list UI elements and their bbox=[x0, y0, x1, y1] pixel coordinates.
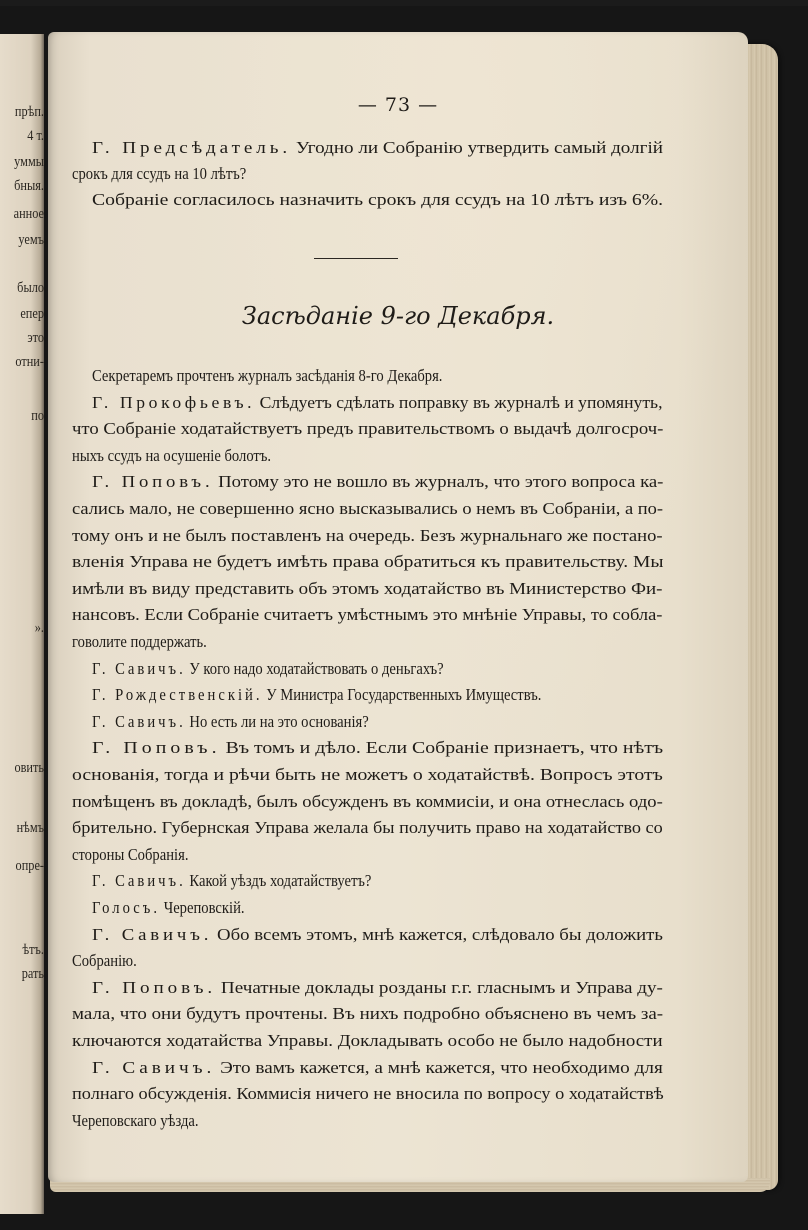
left-page-fragment: прѣп. bbox=[14, 104, 44, 120]
left-page-fragment: по bbox=[31, 408, 44, 424]
line-text: стороны Собранія. bbox=[72, 845, 189, 864]
speaker-name: Г. Поповъ. bbox=[92, 978, 217, 997]
left-page-fragment: уемъ bbox=[18, 232, 44, 248]
line-text: полнаго обсужденія. Коммисія ничего не вносила по вопросу о ходатайствѣ bbox=[72, 1084, 664, 1103]
line-text: Секретаремъ прочтенъ журналъ засѣданія 8-го Декабря. bbox=[92, 366, 443, 385]
line-text: говолите поддержать. bbox=[72, 632, 207, 651]
speaker-name: Г. Савичъ. bbox=[92, 659, 186, 678]
text-line bbox=[72, 632, 207, 652]
text-line bbox=[92, 472, 663, 492]
left-page-fragment: рать bbox=[21, 966, 44, 982]
text-line bbox=[92, 898, 245, 918]
left-page-fragment: нѣмъ bbox=[16, 820, 44, 836]
page-number: — 73 — bbox=[357, 94, 439, 116]
text-line bbox=[92, 738, 663, 758]
line-text: нансовъ. Если Собраніе считаетъ умѣстнымъ это мнѣніе Управы, то собла- bbox=[72, 605, 663, 624]
text-line bbox=[72, 792, 663, 812]
text-line bbox=[72, 164, 246, 184]
speaker-name: Г. Савичъ. bbox=[92, 1058, 216, 1077]
line-text: срокъ для ссудъ на 10 лѣтъ? bbox=[72, 164, 247, 183]
text-line bbox=[92, 366, 442, 386]
line-text: что Собраніе ходатайствуетъ предъ правительствомъ о выдачѣ долгосроч- bbox=[72, 419, 664, 438]
line-text: Череповскаго уѣзда. bbox=[72, 1111, 199, 1130]
text-line bbox=[72, 765, 663, 785]
speaker-name: Г. Рождественскій. bbox=[92, 685, 263, 704]
line-text: Потому это не вошло въ журналъ, что этого вопроса ка- bbox=[213, 472, 664, 491]
text-line bbox=[92, 871, 371, 891]
speaker-name: Г. Поповъ. bbox=[92, 472, 214, 491]
left-page-fragment: уммы bbox=[14, 154, 44, 170]
text-line bbox=[72, 446, 271, 466]
speaker-name: Г. Савичъ. bbox=[92, 925, 213, 944]
line-text: Какой уѣздъ ходатайствуетъ? bbox=[185, 871, 372, 890]
text-line bbox=[72, 605, 662, 625]
text-line bbox=[92, 712, 369, 732]
text-line bbox=[92, 659, 444, 679]
left-page-fragment: было bbox=[17, 280, 44, 296]
text-line bbox=[72, 1084, 664, 1104]
text-line bbox=[92, 138, 663, 158]
line-text: Печатные доклады розданы г.г. гласнымъ и Управа ду- bbox=[216, 978, 663, 997]
left-page-fragment: ѣтъ. bbox=[22, 942, 44, 958]
line-text: Это вамъ кажется, а мнѣ кажется, что необходимо для bbox=[215, 1058, 663, 1077]
text-line bbox=[72, 845, 188, 865]
session-heading: Засѣданіе 9-го Декабря. bbox=[241, 302, 555, 330]
line-text: Въ томъ и дѣло. Если Собраніе признаетъ, что нѣтъ bbox=[220, 738, 664, 757]
text-line bbox=[72, 419, 663, 439]
line-text: имѣли въ виду представить объ этомъ ходатайство въ Министерство Фи- bbox=[72, 579, 663, 598]
line-text: ныхъ ссудъ на осушеніе болотъ. bbox=[72, 446, 272, 465]
line-text: Угодно ли Собранію утвердить самый долгій bbox=[291, 138, 664, 157]
line-text: Собраніе согласилось назначить срокъ для ссудъ на 10 лѣтъ изъ 6%. bbox=[92, 190, 664, 209]
text-line bbox=[92, 190, 663, 210]
line-text: Обо всемъ этомъ, мнѣ кажется, слѣдовало бы доложить bbox=[212, 925, 663, 944]
text-line bbox=[72, 579, 662, 599]
left-page-fragment: овить bbox=[14, 760, 44, 776]
line-text: помѣщенъ въ докладѣ, былъ обсужденъ въ коммисіи, и она отнеслась одо- bbox=[72, 792, 663, 811]
text-line bbox=[92, 1058, 663, 1078]
speaker-name: Г. Предсѣдатель. bbox=[92, 138, 292, 157]
left-page-fragment: анное bbox=[13, 206, 44, 222]
left-page-fragment: епер bbox=[20, 306, 44, 322]
left-page-fragment: ». bbox=[34, 620, 44, 636]
line-text: Собранію. bbox=[72, 951, 137, 970]
left-page-fragment: отни- bbox=[15, 354, 44, 370]
section-divider bbox=[314, 258, 398, 259]
text-line bbox=[72, 818, 663, 838]
line-text: У Министра Государственныхъ Имуществъ. bbox=[262, 685, 542, 704]
line-text: Но есть ли на это основанія? bbox=[185, 712, 369, 731]
text-line bbox=[92, 925, 663, 945]
text-line bbox=[72, 499, 663, 519]
speaker-name: Г. Савичъ. bbox=[92, 712, 186, 731]
text-line bbox=[92, 685, 541, 705]
speaker-name: Г. Поповъ. bbox=[92, 738, 221, 757]
line-text: Слѣдуетъ сдѣлать поправку въ журналѣ и упомянуть, bbox=[255, 393, 663, 412]
speaker-name: Г. Прокофьевъ. bbox=[92, 393, 256, 412]
book-page bbox=[48, 32, 748, 1182]
line-text: тому онъ и не былъ поставленъ на очередь. Безъ журнальнаго же постано- bbox=[72, 526, 663, 545]
text-line bbox=[72, 1031, 663, 1051]
text-line bbox=[72, 1111, 199, 1131]
text-line bbox=[72, 1004, 663, 1024]
line-text: вленія Управа не будетъ имѣть права обратиться къ правительству. Мы bbox=[72, 552, 664, 571]
left-page-fragment: 4 т. bbox=[27, 128, 44, 144]
left-page-fragment: это bbox=[27, 330, 44, 346]
line-text: основанія, тогда и рѣчи быть не можетъ о ходатайствѣ. Вопросъ этотъ bbox=[72, 765, 663, 784]
speaker-name: Г. Савичъ. bbox=[92, 871, 186, 890]
line-text: У кого надо ходатайствовать о деньгахъ? bbox=[185, 659, 444, 678]
line-text: ключаются ходатайства Управы. Докладывать особо не было надобности bbox=[72, 1031, 663, 1050]
line-text: брительно. Губернская Управа желала бы получить право на ходатайство со bbox=[72, 818, 663, 837]
left-page-fragment: опре- bbox=[15, 858, 44, 874]
text-line bbox=[72, 552, 664, 572]
line-text: мала, что они будутъ прочтены. Въ нихъ подробно объяснено въ чемъ за- bbox=[72, 1004, 664, 1023]
text-line bbox=[92, 978, 663, 998]
left-facing-page bbox=[0, 34, 44, 1214]
text-line bbox=[72, 951, 137, 971]
text-line bbox=[72, 526, 663, 546]
text-line bbox=[92, 393, 662, 413]
speaker-name: Голосъ. bbox=[92, 898, 161, 917]
line-text: Череповскій. bbox=[160, 898, 245, 917]
left-page-fragment: бныя. bbox=[14, 178, 44, 194]
line-text: сались мало, не совершенно ясно высказывались о немъ въ Собраніи, а по- bbox=[72, 499, 664, 518]
